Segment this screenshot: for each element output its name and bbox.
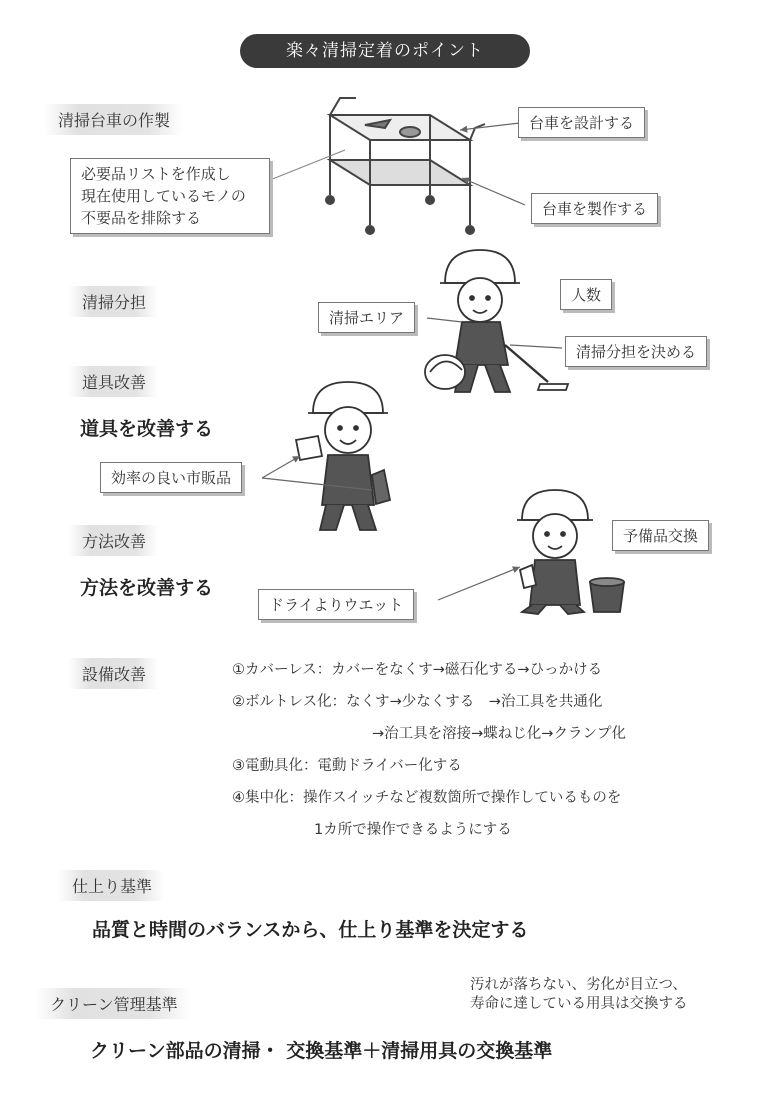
clean-note-line: 寿命に達している用具は交換する [470,996,688,1012]
callout-wet: ドライよりウエット [258,589,414,620]
section-heading-cart: 清掃台車の作製 [44,104,182,135]
section-heading-share: 清掃分担 [68,286,158,317]
equipment-line: ④集中化：操作スイッチなど複数箇所で操作しているものを [232,790,622,806]
section-heading-equipment: 設備改善 [68,658,158,689]
callout-spare: 予備品交換 [612,520,709,551]
section-heading-finish: 仕上り基準 [58,870,164,901]
worker-bucket-illustration [517,490,624,614]
equipment-line: 1カ所で操作できるようにする [314,822,512,838]
callout-cart-list-line: 現在使用しているモノの [81,187,246,205]
callout-cart-list-line: 不要品を排除する [81,209,202,227]
callout-area: 清掃エリア [318,302,415,333]
equipment-line: →治工具を溶接→蝶ねじ化→クランプ化 [372,726,626,742]
section-heading-tools: 道具改善 [68,366,158,397]
equipment-line: ②ボルトレス化：なくす→少なくする →治工具を共通化 [232,694,603,710]
callout-cart-list [70,158,270,234]
clean-note [470,976,688,1014]
section-heading-method: 方法改善 [68,525,158,556]
cart-illustration [326,98,485,234]
callout-cart-design: 台車を設計する [518,107,645,138]
callout-cart-list-line: 必要品リストを作成し [81,165,231,183]
callout-cart-make: 台車を製作する [531,193,658,224]
worker-tools-illustration [296,382,390,530]
page-title: 楽々清掃定着のポイント [240,34,530,68]
method-statement: 方法を改善する [80,577,214,599]
clean-note-line: 汚れが落ちない、劣化が目立つ、 [470,977,687,993]
section-heading-clean: クリーン管理基準 [36,988,190,1019]
equipment-line: ①カバーレス：カバーをなくす→磁石化する→ひっかける [232,662,603,678]
callout-people: 人数 [560,279,612,310]
tools-statement: 道具を改善する [80,418,214,440]
finish-statement: 品質と時間のバランスから、仕上り基準を決定する [92,919,529,941]
equipment-line: ③電動具化：電動ドライバー化する [232,758,462,774]
callout-decide: 清掃分担を決める [565,336,707,367]
callout-market: 効率の良い市販品 [100,462,242,493]
clean-statement: クリーン部品の清掃・ 交換基準＋清掃用具の交換基準 [90,1040,553,1062]
worker-vacuum-illustration [425,250,568,392]
